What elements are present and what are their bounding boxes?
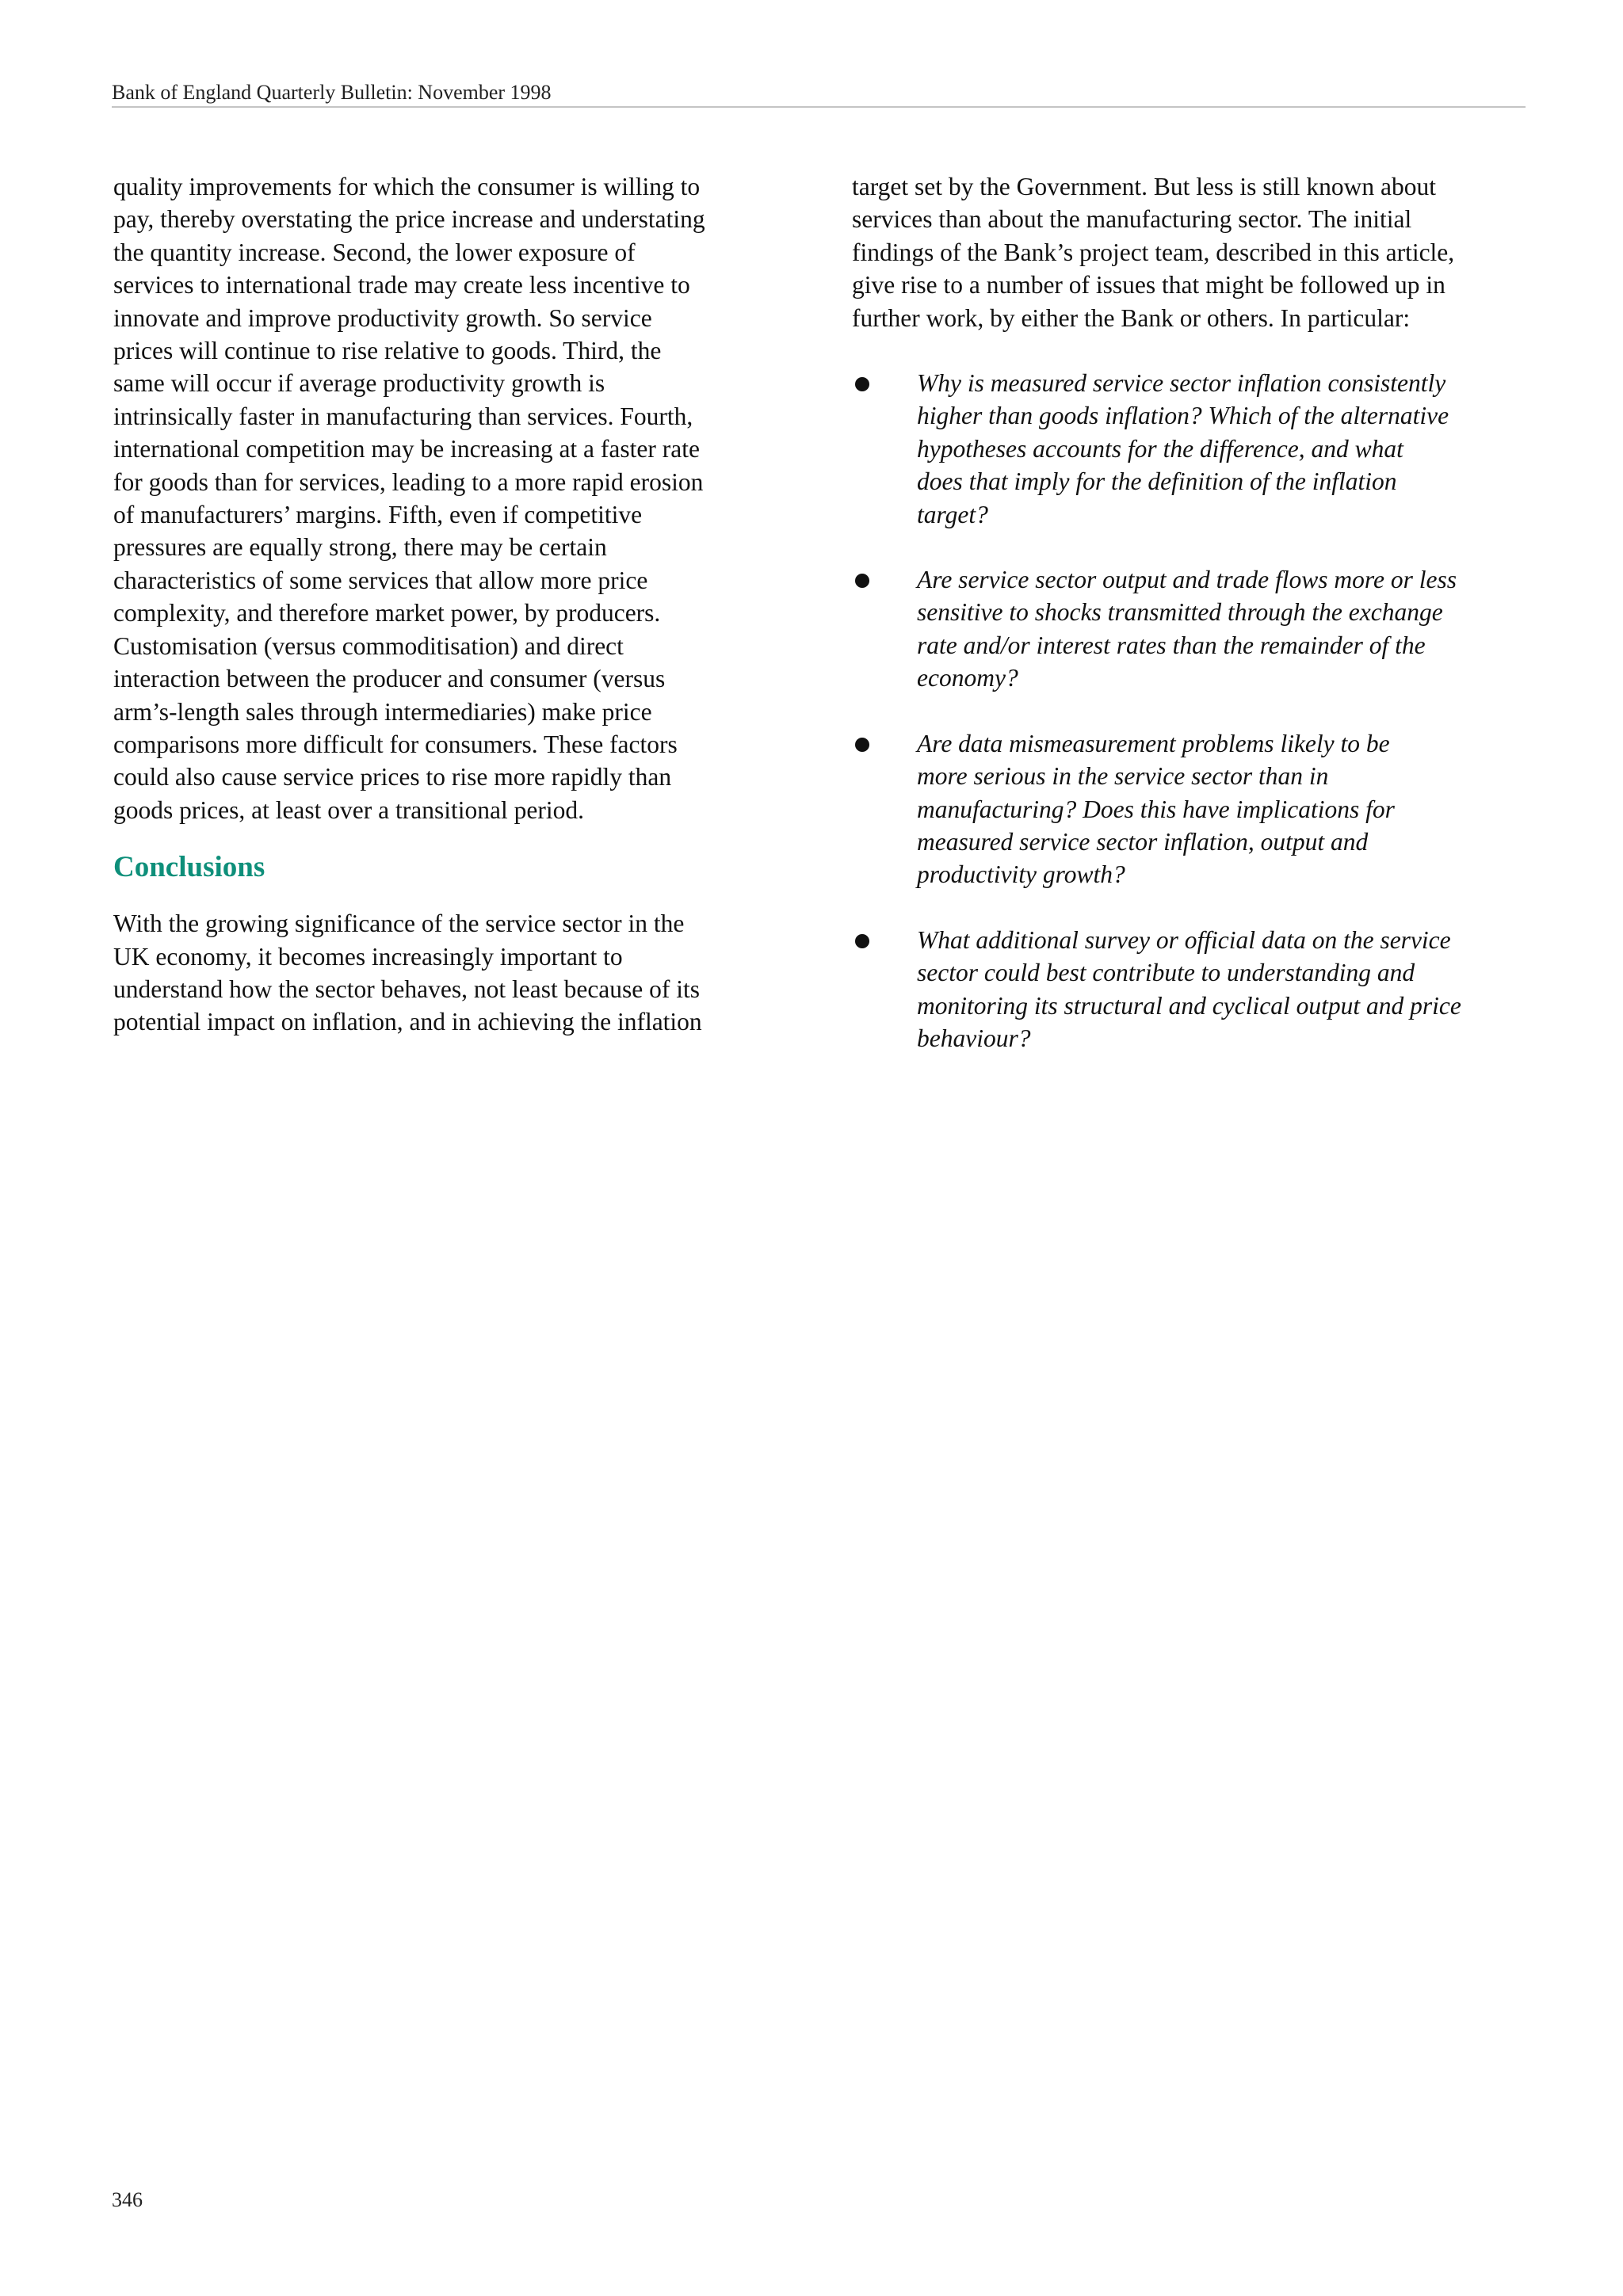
text-line: arm’s-length sales through intermediaries) make price: [113, 697, 652, 726]
text-line: What additional survey or official data on the service: [917, 925, 1451, 954]
left-column: [113, 170, 779, 1039]
text-line: of manufacturers’ margins. Fifth, even if competitive: [113, 501, 643, 529]
text-line: measured service sector inflation, output and: [917, 827, 1369, 856]
text-line: potential impact on inflation, and in achieving the inflation: [113, 1008, 702, 1036]
text-line: With the growing significance of the service sector in the: [113, 910, 685, 938]
text-line: economy?: [917, 664, 1018, 692]
text-line: give rise to a number of issues that might be followed up in: [852, 271, 1445, 299]
text-line: goods prices, at least over a transitional period.: [113, 795, 584, 824]
text-line: the quantity increase. Second, the lower exposure of: [113, 238, 636, 266]
bullet-item: [852, 367, 1533, 531]
text-line: sensitive to shocks transmitted through the exchange: [917, 598, 1443, 627]
text-line: Why is measured service sector inflation consistently: [917, 369, 1446, 398]
text-line: more serious in the service sector than in: [917, 762, 1329, 791]
text-line: interaction between the producer and consumer (versus: [113, 665, 666, 693]
text-line: services to international trade may create less incentive to: [113, 271, 690, 299]
text-line: same will occur if average productivity growth is: [113, 369, 605, 398]
conclusions-paragraph: [113, 907, 779, 1039]
text-line: findings of the Bank’s project team, described in this article,: [852, 238, 1455, 266]
text-line: characteristics of some services that allow more price: [113, 566, 648, 594]
text-line: rate and/or interest rates than the remainder of the: [917, 631, 1426, 659]
text-line: UK economy, it becomes increasingly important to: [113, 942, 623, 971]
text-line: for goods than for services, leading to a more rapid erosion: [113, 467, 704, 496]
text-line: hypotheses accounts for the difference, and what: [917, 434, 1403, 463]
bullet-icon: [855, 377, 869, 391]
text-line: target set by the Government. But less is still known about: [852, 173, 1436, 200]
body-paragraph: [852, 170, 1533, 334]
text-line: pay, thereby overstating the price increase and understating: [113, 205, 705, 234]
bullet-icon: [855, 574, 869, 588]
text-line: sector could best contribute to understanding and: [917, 959, 1415, 987]
text-line: monitoring its structural and cyclical output and price: [917, 991, 1461, 1020]
text-line: could also cause service prices to rise more rapidly than: [113, 763, 672, 791]
text-line: pressures are equally strong, there may be certain: [113, 533, 607, 562]
page-number: 346: [112, 2188, 143, 2211]
body-paragraph: [113, 170, 779, 826]
bullet-item: [852, 563, 1533, 695]
text-line: productivity growth?: [917, 860, 1125, 889]
running-header: Bank of England Quarterly Bulletin: November 1998: [112, 81, 552, 104]
bullet-icon: [855, 738, 869, 752]
text-line: manufacturing? Does this have implications for: [917, 795, 1395, 823]
text-line: quality improvements for which the consumer is willing to: [113, 173, 701, 200]
issues-bullet-list: [852, 367, 1533, 1055]
text-line: target?: [917, 500, 988, 528]
text-line: Are data mismeasurement problems likely to be: [917, 729, 1390, 757]
bullet-item: [852, 924, 1533, 1055]
text-line: behaviour?: [917, 1024, 1031, 1052]
text-line: does that imply for the definition of the inflation: [917, 467, 1397, 496]
text-line: comparisons more difficult for consumers. These factors: [113, 730, 678, 758]
bullet-item: [852, 727, 1533, 891]
text-line: complexity, and therefore market power, by producers.: [113, 599, 661, 627]
text-line: Are service sector output and trade flows more or less: [917, 566, 1457, 594]
text-line: intrinsically faster in manufacturing than services. Fourth,: [113, 402, 693, 430]
text-line: international competition may be increasing at a faster rate: [113, 435, 700, 463]
text-line: prices will continue to rise relative to goods. Third, the: [113, 337, 662, 365]
bullet-icon: [855, 934, 869, 948]
header-rule: [112, 106, 1526, 108]
section-heading-conclusions: Conclusions: [113, 851, 265, 884]
text-line: further work, by either the Bank or others. In particular:: [852, 303, 1411, 332]
text-line: understand how the sector behaves, not least because of its: [113, 974, 701, 1003]
text-line: services than about the manufacturing sector. The initial: [852, 205, 1412, 234]
text-line: higher than goods inflation? Which of the alternative: [917, 402, 1449, 430]
text-line: Customisation (versus commoditisation) and direct: [113, 631, 624, 660]
text-line: innovate and improve productivity growth. So service: [113, 303, 652, 332]
right-column: [852, 170, 1533, 1055]
